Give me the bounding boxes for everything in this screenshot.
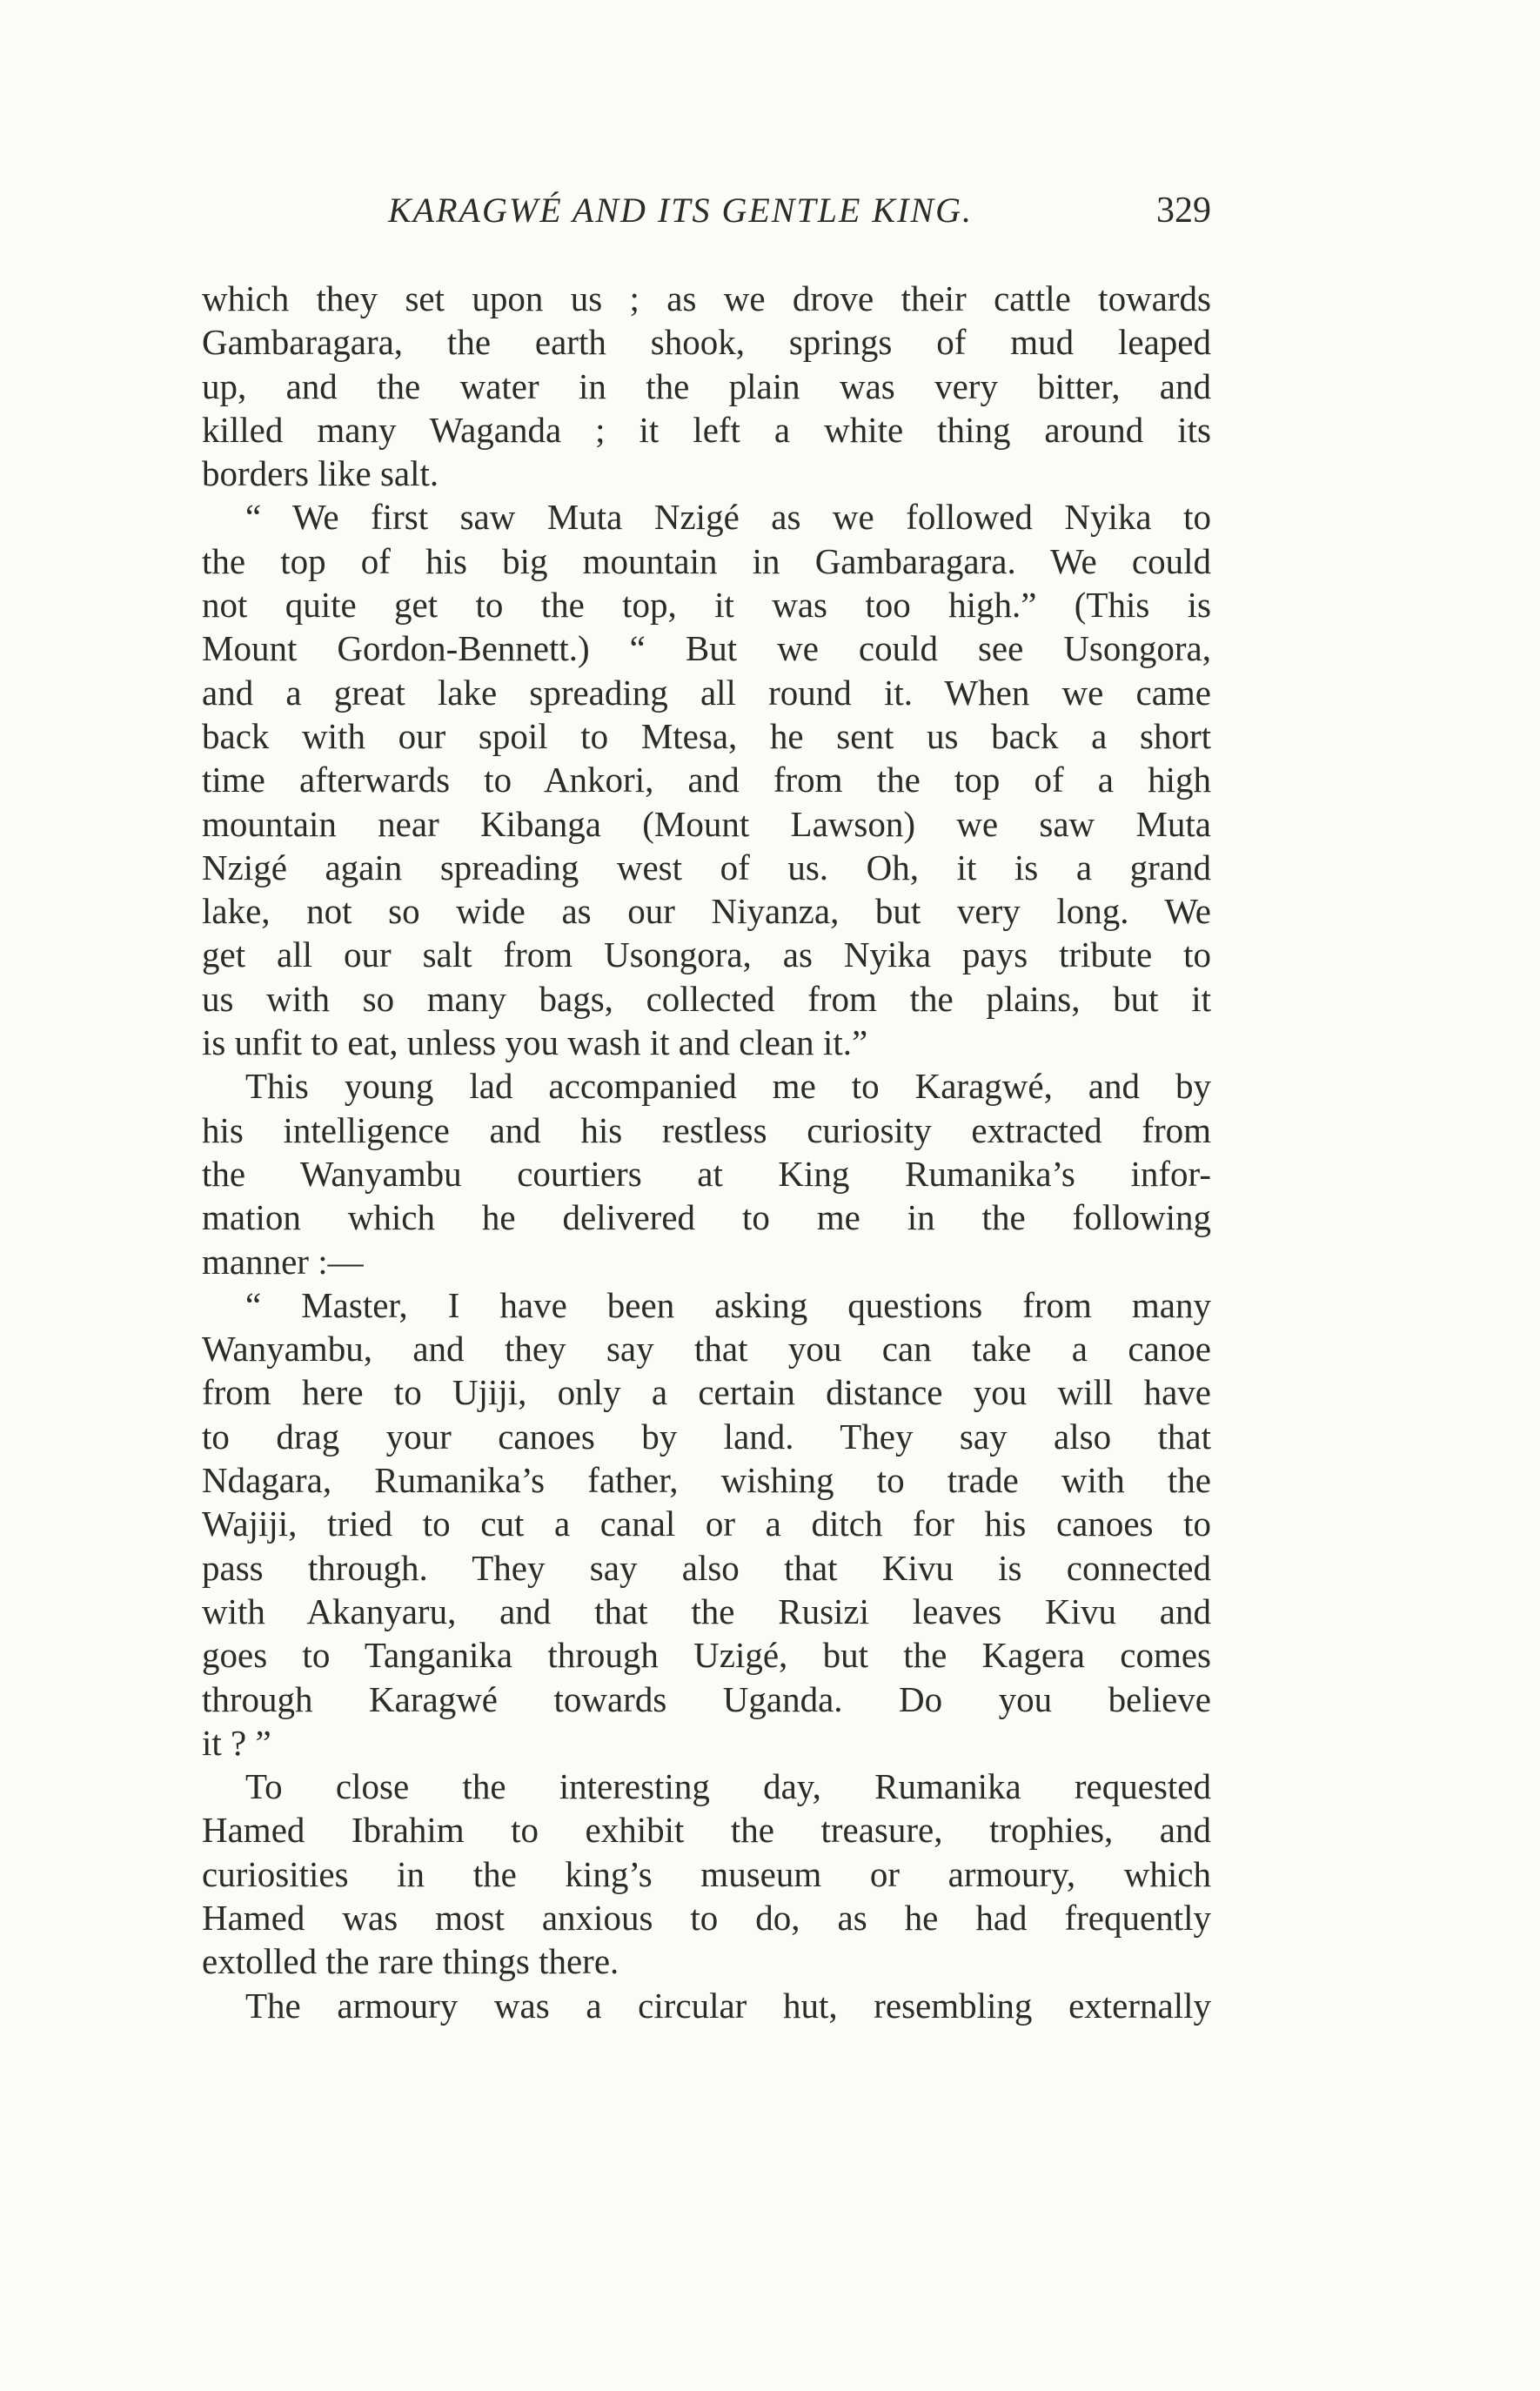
text-line: back with our spoil to Mtesa, he sent us back a short [202,715,1211,756]
text-line: is unfit to eat, unless you wash it and clean it.” [202,1022,868,1063]
text-line: get all our salt from Usongora, as Nyika pays tribute to [202,934,1211,975]
text-line: manner :— [202,1241,364,1282]
text-line: up, and the water in the plain was very bitter, and [202,365,1211,406]
text-line: his intelligence and his restless curiosity extracted from [202,1109,1211,1150]
text-line: through Karagwé towards Uganda. Do you believe [202,1678,1211,1719]
page-number: 329 [1156,191,1211,231]
text-line: which they set upon us ; as we drove their cattle towards [202,278,1211,318]
text-line: Wajiji, tried to cut a canal or a ditch for his canoes to [202,1504,1211,1544]
text-line: the Wanyambu courtiers at King Rumanika’s infor- [202,1153,1211,1194]
text-line: extolled the rare things there. [202,1941,619,1982]
text-line: to drag your canoes by land. They say also that [202,1416,1211,1457]
text-line: us with so many bags, collected from the plains, but it [202,978,1211,1019]
text-line: curiosities in the king’s museum or armoury, which [202,1853,1211,1894]
text-line: with Akanyaru, and that the Rusizi leaves Kivu and [202,1591,1211,1631]
text-line: time afterwards to Ankori, and from the top of a high [202,760,1211,800]
text-line: Gambaragara, the earth shook, springs of mud leaped [202,322,1211,363]
text-line: not quite get to the top, it was too high.” (This is [202,585,1211,626]
text-line: pass through. They say also that Kivu is connected [202,1547,1211,1588]
text-line: the top of his big mountain in Gambaragara. We could [202,540,1211,581]
text-line: from here to Ujiji, only a certain distance you will have [202,1372,1211,1413]
text-line: To close the interesting day, Rumanika requested [245,1766,1211,1807]
text-line: This young lad accompanied me to Karagwé, and by [245,1066,1211,1107]
text-line: lake, not so wide as our Niyanza, but very long. We [202,891,1211,932]
text-line: Ndagara, Rumanika’s father, wishing to trade with the [202,1460,1211,1501]
text-line: Hamed Ibrahim to exhibit the treasure, trophies, and [202,1810,1211,1851]
text-line: Wanyambu, and they say that you can take a canoe [202,1329,1211,1370]
text-line: Mount Gordon-Bennett.) “ But we could see Usongora, [202,628,1211,669]
text-line: The armoury was a circular hut, resembling externally [245,1985,1211,2026]
running-title: KARAGWÉ AND ITS GENTLE KING. [388,191,973,230]
text-line: “ We first saw Muta Nzigé as we followed Nyika to [245,497,1211,538]
text-line: mation which he delivered to me in the following [202,1197,1211,1238]
text-line: mountain near Kibanga (Mount Lawson) we saw Muta [202,803,1211,844]
text-line: it ? ” [202,1722,271,1763]
text-line: “ Master, I have been asking questions from many [245,1284,1211,1325]
text-line: killed many Waganda ; it left a white thing around its [202,409,1211,450]
text-line: Nzigé again spreading west of us. Oh, it is a grand [202,847,1211,887]
text-line: and a great lake spreading all round it. When we came [202,672,1211,713]
text-line: Hamed was most anxious to do, as he had frequently [202,1897,1211,1938]
text-line: goes to Tanganika through Uzigé, but the Kagera comes [202,1635,1211,1676]
body-text [202,277,1211,2027]
running-head [202,190,1211,251]
text-line: borders like salt. [202,453,439,494]
